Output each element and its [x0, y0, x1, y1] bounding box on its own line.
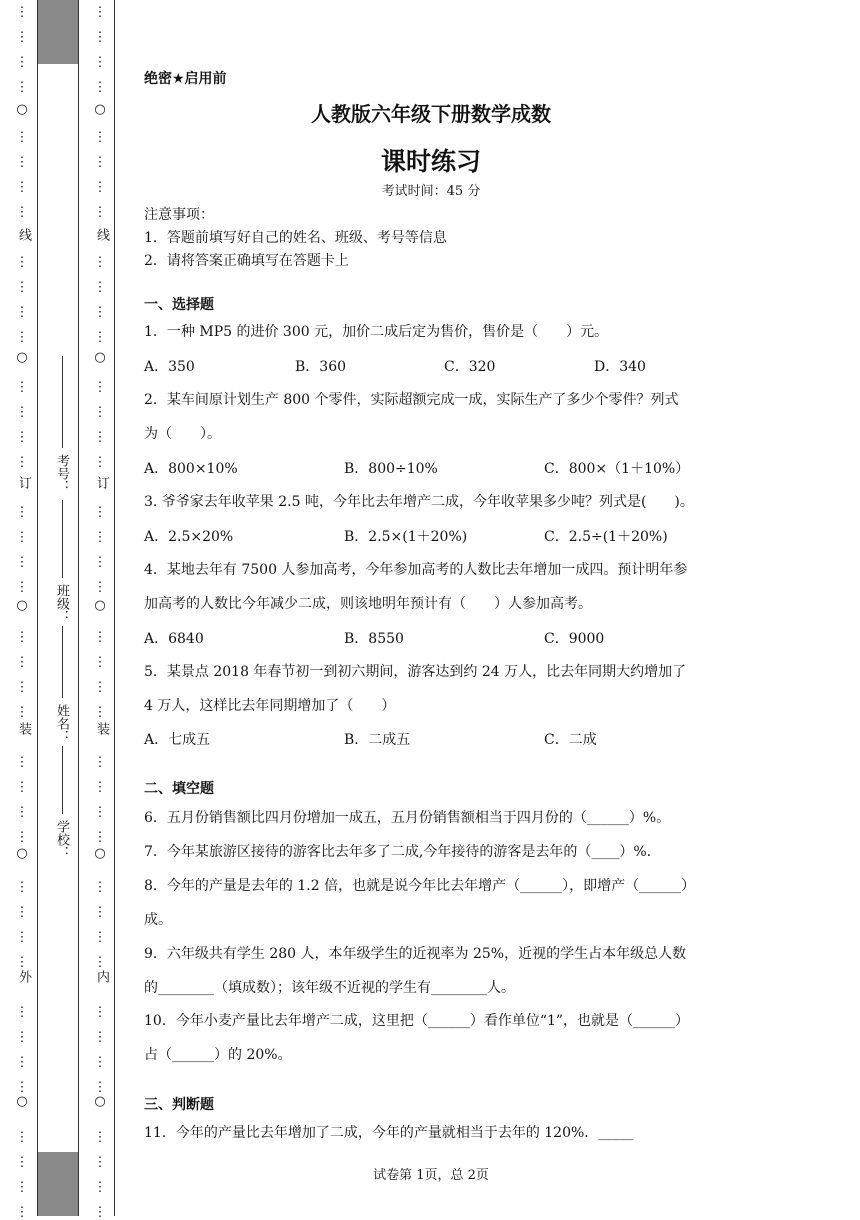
paper-subtitle: 课时练习: [380, 147, 481, 176]
dot-mark: ⋮: [93, 55, 107, 70]
dot-mark: ⋮: [93, 5, 107, 20]
dot-mark: ⋮: [15, 530, 29, 545]
dot-mark: ⋮: [93, 680, 107, 695]
q4-option-c[interactable]: C．9000: [544, 631, 605, 647]
margin-divider: [114, 0, 115, 1216]
dot-mark: ⋮: [93, 430, 107, 445]
dot-mark: ⋮: [15, 255, 29, 270]
dot-mark: ⋮: [93, 630, 107, 645]
dot-mark: ⋮: [93, 455, 107, 470]
dot-mark: ⋮: [93, 655, 107, 670]
dot-mark: ⋮: [15, 1130, 29, 1145]
dot-mark: ⋮: [15, 5, 29, 20]
q3-option-b[interactable]: B．2.5×(1＋20%): [344, 529, 468, 545]
q1-option-a[interactable]: A．350: [144, 359, 195, 375]
outer-label-staple: 订: [16, 476, 31, 489]
dot-mark: ⋮: [93, 805, 107, 820]
question-2-line-1: 2．某车间原计划生产 800 个零件，实际超额完成一成，实际生产了多少个零件？列式: [144, 392, 679, 408]
dot-mark: ⋮: [15, 580, 29, 595]
dot-mark: ⋮: [15, 380, 29, 395]
dot-mark: ⋮: [15, 1080, 29, 1095]
question-6: 6．五月份销售额比四月份增加一成五，五月份销售额相当于四月份的（______）%。: [144, 810, 671, 826]
dot-mark: ⋮: [93, 1130, 107, 1145]
margin-gray-block-bottom: [37, 1152, 79, 1216]
circle-marker-icon: ○: [94, 350, 106, 365]
name-label: 姓名：: [54, 704, 69, 743]
dot-mark: ⋮: [93, 1080, 107, 1095]
class-field[interactable]: [62, 500, 63, 578]
dot-mark: ⋮: [15, 405, 29, 420]
question-8-line-2: 成。: [144, 912, 172, 928]
question-10-line-1: 10．今年小麦产量比去年增产二成，这里把（______）看作单位“1”，也就是（______）: [144, 1013, 690, 1029]
dot-mark: ⋮: [15, 680, 29, 695]
note-item: 2．请将答案正确填写在答题卡上: [144, 253, 349, 269]
dot-mark: ⋮: [15, 1155, 29, 1170]
dot-mark: ⋮: [93, 930, 107, 945]
dot-mark: ⋮: [15, 880, 29, 895]
exam-number-field[interactable]: [62, 356, 63, 448]
dot-mark: ⋮: [93, 705, 107, 720]
dot-mark: ⋮: [15, 455, 29, 470]
school-label: 学校：: [54, 820, 69, 859]
q3-option-a[interactable]: A．2.5×20%: [144, 529, 234, 545]
q3-option-c[interactable]: C．2.5÷(1＋20%): [544, 529, 668, 545]
note-item: 1．答题前填写好自己的姓名、班级、考号等信息: [144, 230, 447, 246]
dot-mark: ⋮: [15, 155, 29, 170]
class-label: 班级：: [54, 584, 69, 623]
dot-mark: ⋮: [15, 280, 29, 295]
dot-mark: ⋮: [15, 55, 29, 70]
question-4-line-2: 加高考的人数比今年减少二成，则该地明年预计有（ ）人参加高考。: [144, 596, 592, 612]
dot-mark: ⋮: [15, 205, 29, 220]
q2-option-b[interactable]: B．800÷10%: [344, 461, 438, 477]
dot-mark: ⋮: [15, 830, 29, 845]
dot-mark: ⋮: [93, 80, 107, 95]
dot-mark: ⋮: [15, 780, 29, 795]
circle-marker-icon: ○: [16, 846, 28, 861]
q5-option-b[interactable]: B．二成五: [344, 732, 411, 748]
dot-mark: ⋮: [15, 930, 29, 945]
dot-mark: ⋮: [15, 180, 29, 195]
dot-mark: ⋮: [93, 505, 107, 520]
dot-mark: ⋮: [93, 755, 107, 770]
dot-mark: ⋮: [15, 805, 29, 820]
dot-mark: ⋮: [93, 530, 107, 545]
dot-mark: ⋮: [15, 705, 29, 720]
dot-mark: ⋮: [93, 305, 107, 320]
dot-mark: ⋮: [15, 330, 29, 345]
dot-mark: ⋮: [15, 130, 29, 145]
circle-marker-icon: ○: [16, 1094, 28, 1109]
circle-marker-icon: ○: [16, 102, 28, 117]
dot-mark: ⋮: [93, 1205, 107, 1220]
question-5-line-1: 5．某景点 2018 年春节初一到初六期间，游客达到约 24 万人，比去年同期大约增加了: [144, 664, 687, 680]
paper-title: 人教版六年级下册数学成数: [311, 102, 551, 126]
q5-option-a[interactable]: A．七成五: [144, 732, 211, 748]
dot-mark: ⋮: [93, 280, 107, 295]
dot-mark: ⋮: [15, 305, 29, 320]
dot-mark: ⋮: [93, 1055, 107, 1070]
exam-time: 考试时间：45 分: [381, 184, 481, 199]
dot-mark: ⋮: [15, 80, 29, 95]
dot-mark: ⋮: [93, 330, 107, 345]
dot-mark: ⋮: [93, 180, 107, 195]
dot-mark: ⋮: [15, 1180, 29, 1195]
dot-mark: ⋮: [93, 905, 107, 920]
circle-marker-icon: ○: [94, 846, 106, 861]
q1-option-b[interactable]: B．360: [295, 359, 347, 375]
dot-mark: ⋮: [93, 30, 107, 45]
binding-margin: [0, 0, 118, 1220]
question-10-line-2: 占（______）的 20%。: [144, 1047, 292, 1063]
dot-mark: ⋮: [93, 580, 107, 595]
dot-mark: ⋮: [15, 1030, 29, 1045]
page-footer: 试卷第 1页，总 2页: [373, 1168, 489, 1183]
section-heading-judge: 三、判断题: [144, 1097, 214, 1113]
school-field[interactable]: [62, 746, 63, 814]
dot-mark: ⋮: [93, 405, 107, 420]
question-9-line-2: 的________（填成数）；该年级不近视的学生有________人。: [144, 980, 515, 996]
dot-mark: ⋮: [93, 1180, 107, 1195]
question-5-line-2: 4 万人，这样比去年同期增加了（ ）: [144, 698, 396, 714]
dot-mark: ⋮: [15, 30, 29, 45]
q1-option-d[interactable]: D．340: [594, 359, 646, 375]
question-1: 1．一种 MP5 的进价 300 元，加价二成后定为售价，售价是（ ）元。: [144, 324, 609, 340]
dot-mark: ⋮: [15, 505, 29, 520]
dot-mark: ⋮: [15, 1005, 29, 1020]
circle-marker-icon: ○: [16, 598, 28, 613]
question-8-line-1: 8．今年的产量是去年的 1.2 倍，也就是说今年比去年增产（______），即增产（______）: [144, 878, 696, 894]
inner-label-bind: 装: [94, 722, 109, 735]
dot-mark: ⋮: [15, 655, 29, 670]
q1-option-c[interactable]: C．320: [444, 359, 496, 375]
q5-option-c[interactable]: C．二成: [544, 732, 597, 748]
dot-mark: ⋮: [93, 205, 107, 220]
question-7: 7．今年某旅游区接待的游客比去年多了二成,今年接待的游客是去年的（____）%.: [144, 844, 652, 860]
outer-label-line: 线: [16, 228, 31, 241]
dot-mark: ⋮: [93, 255, 107, 270]
inner-label-line: 线: [94, 228, 109, 241]
dot-mark: ⋮: [93, 955, 107, 970]
dot-mark: ⋮: [15, 555, 29, 570]
dot-mark: ⋮: [15, 1055, 29, 1070]
confidential-mark: 绝密★启用前: [144, 71, 227, 87]
outer-label-bind: 装: [16, 722, 31, 735]
dot-mark: ⋮: [93, 1005, 107, 1020]
question-3: 3. 爷爷家去年收苹果 2.5 吨，今年比去年增产二成，今年收苹果多少吨？列式是( )。: [144, 494, 694, 510]
dot-mark: ⋮: [15, 430, 29, 445]
dot-mark: ⋮: [93, 130, 107, 145]
dot-mark: ⋮: [15, 1205, 29, 1220]
dot-mark: ⋮: [93, 555, 107, 570]
inner-label-inside: 内: [94, 970, 109, 983]
question-4-line-1: 4．某地去年有 7500 人参加高考，今年参加高考的人数比去年增加一成四。预计明年参: [144, 562, 688, 578]
dot-mark: ⋮: [93, 1155, 107, 1170]
dot-mark: ⋮: [93, 1030, 107, 1045]
question-9-line-1: 9．六年级共有学生 280 人，本年级学生的近视率为 25%，近视的学生占本年级总人数: [144, 946, 687, 962]
dot-mark: ⋮: [93, 880, 107, 895]
circle-marker-icon: ○: [94, 102, 106, 117]
dot-mark: ⋮: [15, 630, 29, 645]
dot-mark: ⋮: [93, 155, 107, 170]
dot-mark: ⋮: [93, 780, 107, 795]
dot-mark: ⋮: [15, 955, 29, 970]
section-heading-fill: 二、填空题: [144, 781, 214, 797]
section-heading-choice: 一、选择题: [144, 297, 214, 313]
dot-mark: ⋮: [15, 755, 29, 770]
name-field[interactable]: [62, 626, 63, 698]
circle-marker-icon: ○: [94, 1094, 106, 1109]
q4-option-b[interactable]: B．8550: [344, 631, 404, 647]
dot-mark: ⋮: [93, 830, 107, 845]
margin-gray-block-top: [37, 0, 79, 64]
circle-marker-icon: ○: [16, 350, 28, 365]
question-2-line-2: 为（ ）。: [144, 426, 221, 442]
inner-label-staple: 订: [94, 476, 109, 489]
exam-number-label: 考号：: [54, 454, 69, 493]
q4-option-a[interactable]: A．6840: [144, 631, 204, 647]
question-11: 11．今年的产量比去年增加了二成，今年的产量就相当于去年的 120%．_____: [144, 1125, 634, 1141]
dot-mark: ⋮: [15, 905, 29, 920]
q2-option-a[interactable]: A．800×10%: [144, 461, 238, 477]
notes-heading: 注意事项：: [144, 207, 214, 223]
dot-mark: ⋮: [93, 380, 107, 395]
circle-marker-icon: ○: [94, 598, 106, 613]
q2-option-c[interactable]: C．800×（1＋10%）: [544, 461, 690, 477]
outer-label-outside: 外: [16, 970, 31, 983]
